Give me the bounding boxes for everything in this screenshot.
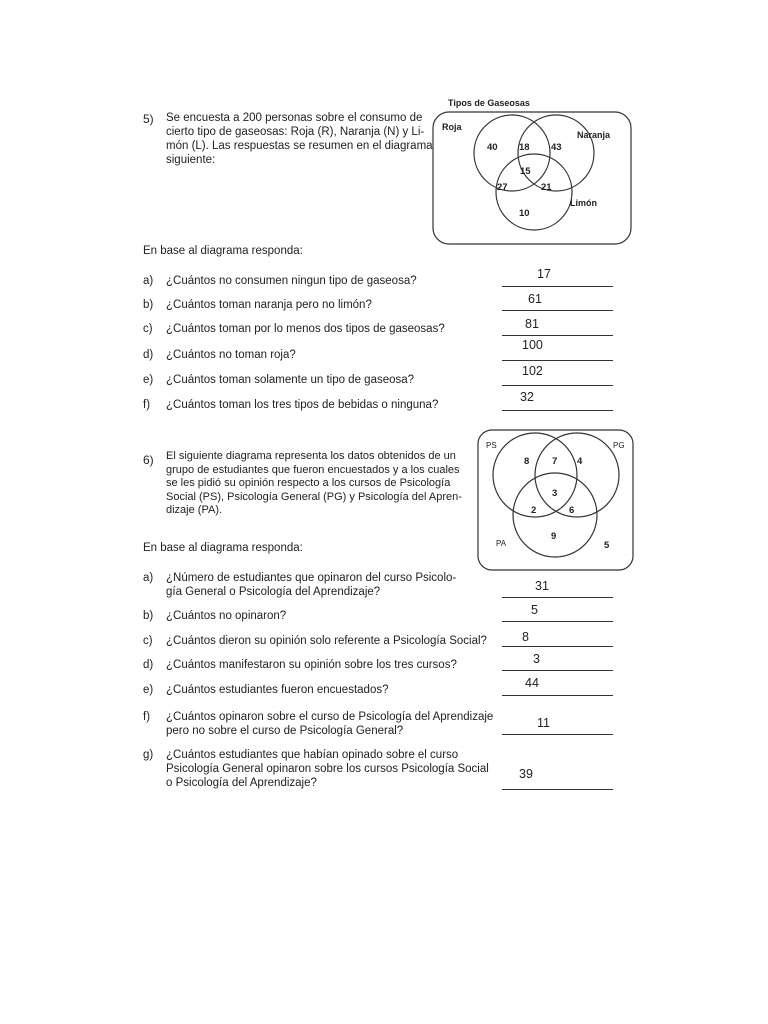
question-letter: a) [143,572,154,584]
venn-svg-gaseosas [430,95,635,247]
answer-value: 3 [533,652,540,666]
question-letter: b) [143,299,154,311]
venn-title: Tipos de Gaseosas [448,98,530,108]
question-text [166,571,456,599]
answer-line [502,646,613,647]
value-ps-pg: 7 [552,456,558,467]
value-pg-pa: 6 [569,505,575,516]
answer-line [502,789,613,790]
question-letter: a) [143,275,154,287]
question-text: ¿Cuántos no consumen ningun tipo de gaseosa? [166,275,417,287]
question-letter: b) [143,610,154,622]
statement-line: dizaje (PA). [166,504,223,516]
answer-line [502,621,613,622]
statement-line: Se encuesta a 200 personas sobre el consumo de [166,112,423,124]
statement-line: món (L). Las respuestas se resumen en el diagrama [166,140,433,152]
statement-line: El siguiente diagrama representa los datos obtenidos de un [166,450,456,462]
answer-line [502,286,613,287]
question-text: ¿Cuántos toman por lo menos dos tipos de gaseosas? [166,323,445,335]
label-pg: PG [613,441,625,450]
question-text: ¿Cuántos toman los tres tipos de bebidas o ninguna? [166,399,439,411]
circle-pa [513,473,597,557]
question-text: ¿Cuántos toman naranja pero no limón? [166,299,372,311]
answer-line [502,695,613,696]
question-line: Psicología General opinaron sobre los cursos Psicología Social [166,763,489,775]
answer-value: 102 [522,364,543,378]
problem-5-statement [166,111,446,167]
question-line: o Psicología del Aprendizaje? [166,777,317,789]
question-text: ¿Cuántos toman solamente un tipo de gaseosa? [166,374,415,386]
label-limon: Limón [570,198,597,208]
label-ps: PS [486,441,497,450]
question-letter: f) [143,399,151,411]
label-naranja: Naranja [577,130,611,140]
value-ps-pa: 2 [531,505,537,516]
question-text: ¿Cuántos no opinaron? [166,610,287,622]
answer-line [502,360,613,361]
answer-value: 61 [528,292,542,306]
venn-diagram-psicologia [476,428,636,574]
venn-svg-psicologia [476,428,636,574]
value-limon-only: 10 [519,208,530,219]
value-ps-only: 8 [524,456,530,467]
problem-6-number: 6) [143,453,154,467]
answer-value: 32 [520,390,534,404]
answer-line [502,597,613,598]
circle-roja [474,115,550,191]
answer-value: 11 [537,716,550,730]
problem-6-statement [166,450,466,518]
value-all-three: 15 [520,166,531,177]
question-letter: d) [143,659,154,671]
question-text: ¿Cuántos estudiantes fueron encuestados? [166,684,389,696]
value-roja-limon: 27 [497,182,508,193]
question-line: gía General o Psicología del Aprendizaje? [166,586,381,598]
label-roja: Roja [442,122,462,132]
question-text: ¿Cuántos no toman roja? [166,349,296,361]
answer-value: 44 [525,676,539,690]
statement-line: Social (PS), Psicología General (PG) y Psicología del Apren- [166,490,462,503]
statement-line: grupo de estudiantes que fueron encuestados y a los cuales [166,463,460,476]
problem-5-number: 5) [143,112,154,126]
answer-line [502,410,613,411]
value-roja-naranja: 18 [519,142,530,153]
answer-line [502,670,613,671]
question-letter: f) [143,711,151,723]
question-line: ¿Cuántos estudiantes que habían opinado sobre el curso [166,749,459,761]
answer-line [502,734,613,735]
answer-value: 39 [519,767,533,781]
question-letter: e) [143,374,154,386]
question-line: pero no sobre el curso de Psicología General? [166,725,404,737]
answer-value: 100 [522,338,543,352]
question-line: ¿Número de estudiantes que opinaron del curso Psicolo- [166,572,457,584]
answer-value: 8 [522,630,529,644]
answer-line [502,385,613,386]
value-naranja-limon: 21 [541,182,552,193]
statement-line: cierto tipo de gaseosas: Roja (R), Naranja (N) y Li- [166,126,425,138]
statement-line: se les pidió su opinión respecto a los cursos de Psicología [166,477,451,489]
answer-line [502,335,613,336]
question-text: ¿Cuántos manifestaron su opinión sobre los tres cursos? [166,659,457,671]
value-naranja-only: 43 [551,142,562,153]
question-letter: g) [143,749,154,761]
circle-naranja [518,115,594,191]
value-pa-only: 9 [551,531,557,542]
problem-6-prompt: En base al diagrama responda: [143,542,303,554]
question-letter: c) [143,635,153,647]
question-letter: e) [143,684,154,696]
answer-value: 31 [535,579,549,593]
answer-value: 5 [531,603,538,617]
question-line: ¿Cuántos opinaron sobre el curso de Psicología del Aprendizaje [166,711,494,723]
answer-value: 81 [525,317,539,331]
question-text [166,748,489,790]
value-roja-only: 40 [487,142,498,153]
value-outside: 5 [604,540,610,551]
answer-line [502,310,613,311]
statement-line: siguiente: [166,154,216,166]
question-text [166,710,493,738]
question-text: ¿Cuántos dieron su opinión solo referente a Psicología Social? [166,635,487,647]
question-letter: d) [143,349,154,361]
question-letter: c) [143,323,153,335]
venn-diagram-gaseosas [430,95,635,247]
label-pa: PA [496,539,507,548]
problem-5-prompt: En base al diagrama responda: [143,245,303,257]
value-pg-only: 4 [577,456,583,467]
value-all-three: 3 [552,488,558,499]
answer-value: 17 [537,267,551,281]
